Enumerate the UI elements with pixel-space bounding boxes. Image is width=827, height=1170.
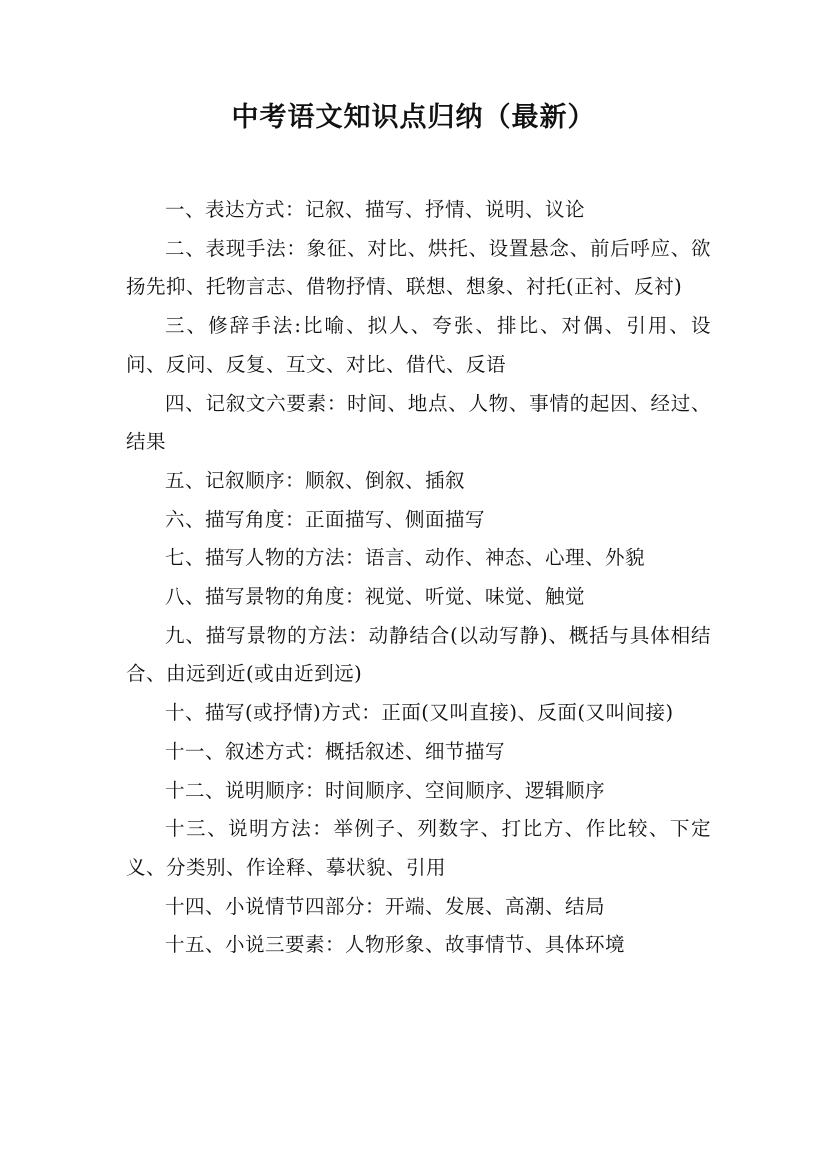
- knowledge-item: 九、描写景物的方法：动静结合(以动写静)、概括与具体相结合、由远到近(或由近到远): [126, 623, 711, 686]
- knowledge-item: 一、表达方式：记叙、描写、抒情、说明、议论: [165, 198, 586, 221]
- document-body: [126, 191, 711, 965]
- knowledge-item: 六、描写角度：正面描写、侧面描写: [165, 507, 486, 531]
- knowledge-item: 十三、说明方法：举例子、列数字、打比方、作比较、下定义、分类别、作诠释、摹状貌、引用: [126, 817, 711, 879]
- knowledge-item: 八、描写景物的角度：视觉、听觉、味觉、触觉: [165, 585, 586, 609]
- knowledge-item: 五、记叙顺序：顺叙、倒叙、插叙: [165, 468, 466, 492]
- document-title: 中考语文知识点归纳（最新）: [231, 102, 596, 133]
- knowledge-item: 二、表现手法：象征、对比、烘托、设置悬念、前后呼应、欲扬先抑、托物言志、借物抒情、联想、想象、衬托(正衬、反衬): [126, 236, 711, 299]
- knowledge-item: 七、描写人物的方法：语言、动作、神态、心理、外貌: [165, 546, 646, 570]
- knowledge-item: 四、记叙文六要素：时间、地点、人物、事情的起因、经过、结果: [126, 391, 711, 454]
- knowledge-item: 十、描写(或抒情)方式：正面(又叫直接)、反面(又叫间接): [165, 701, 674, 725]
- knowledge-item: 三、修辞手法:比喻、拟人、夸张、排比、对偶、引用、设问、反问、反复、互文、对比、借代、反语: [126, 314, 711, 376]
- knowledge-item: 十五、小说三要素：人物形象、故事情节、具体环境: [165, 933, 626, 957]
- knowledge-item: 十一、叙述方式：概括叙述、细节描写: [165, 739, 506, 763]
- knowledge-item: 十二、说明顺序：时间顺序、空间顺序、逻辑顺序: [165, 778, 606, 802]
- knowledge-item: 十四、小说情节四部分：开端、发展、高潮、结局: [165, 894, 606, 918]
